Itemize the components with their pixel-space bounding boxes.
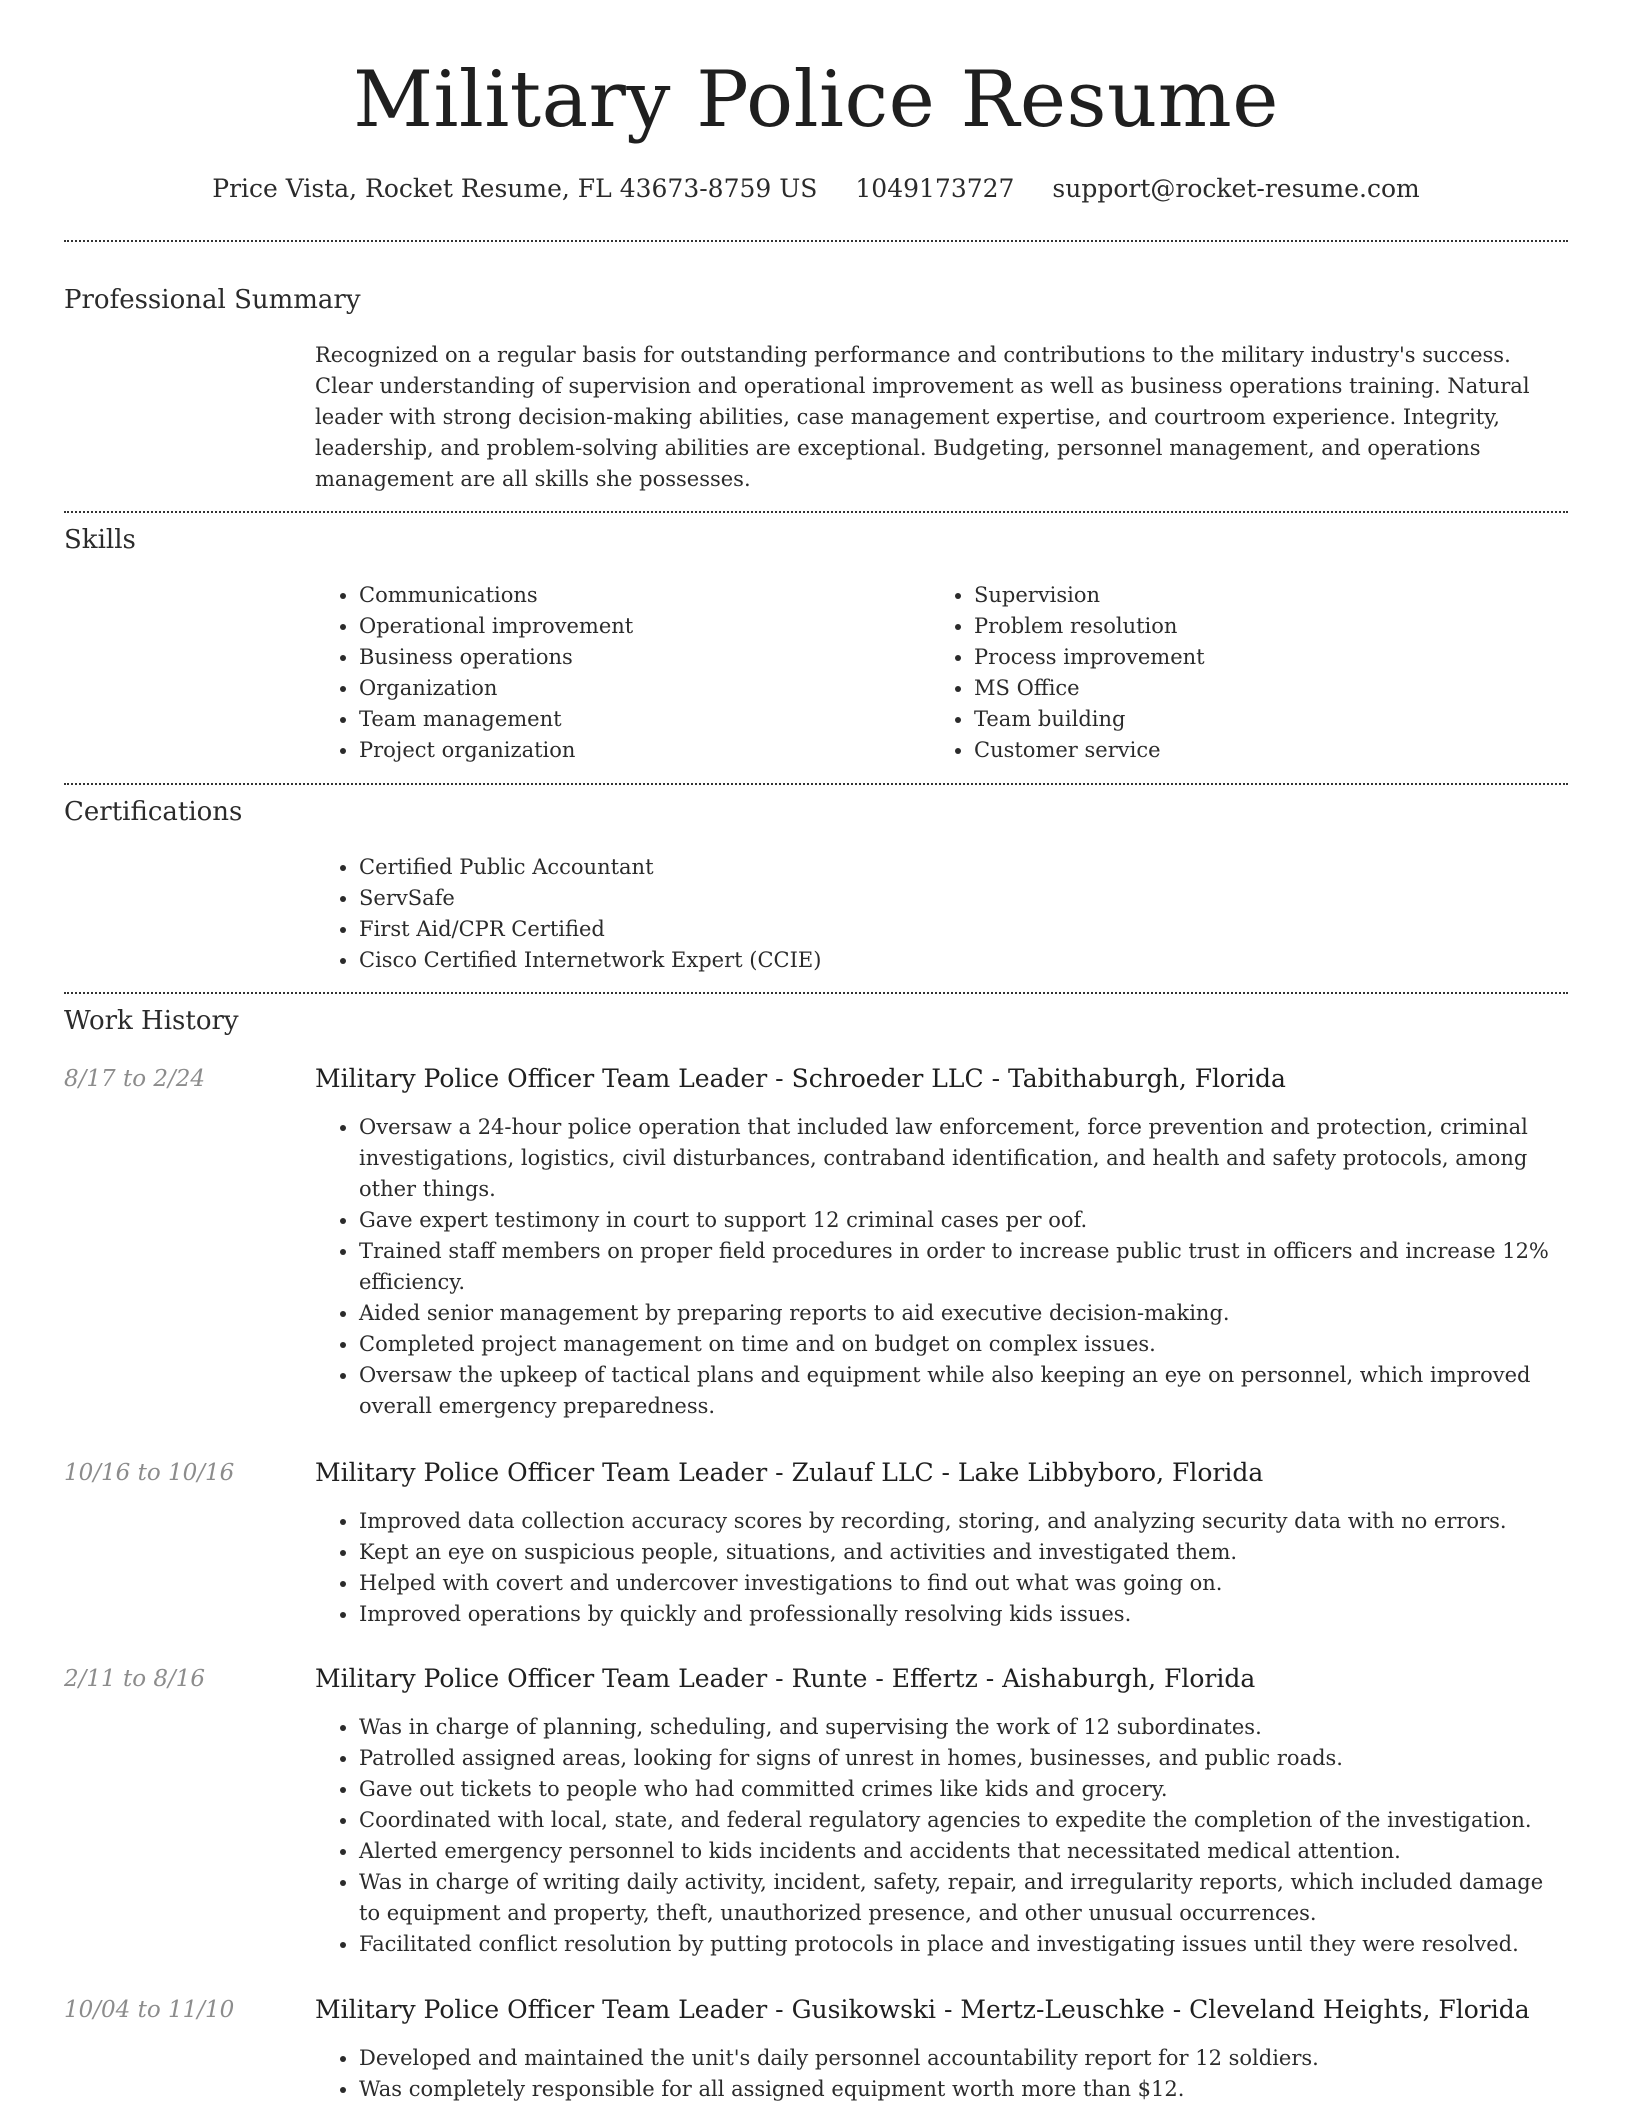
job-bullets	[315, 1712, 1568, 1960]
certification-item: • First Aid/CPR Certified	[359, 914, 1559, 945]
certification-item: • Certified Public Accountant	[359, 852, 1559, 883]
job-dates: 2/11 to 8/16	[64, 1666, 206, 1692]
job-bullet: • Kept an eye on suspicious people, situations, and activities and investigated them.	[359, 1537, 1568, 1568]
work-history-heading: Work History	[64, 1006, 239, 1036]
job-bullet: • Gave out tickets to people who had committed crimes like kids and grocery.	[359, 1774, 1568, 1805]
job-title: Military Police Officer Team Leader - Zulauf LLC - Lake Libbyboro, Florida	[315, 1458, 1264, 1487]
skill-item: • Problem resolution	[974, 611, 1534, 642]
job-bullet: • Helped with covert and undercover investigations to find out what was going on.	[359, 1568, 1568, 1599]
resume-title: Military Police Resume	[353, 55, 1279, 145]
job-bullet: • Patrolled assigned areas, looking for signs of unrest in homes, businesses, and public roads.	[359, 1743, 1568, 1774]
job-bullet: • Was completely responsible for all assigned equipment worth more than $12.	[359, 2074, 1568, 2105]
divider	[64, 511, 1568, 513]
job-bullet: • Was in charge of writing daily activity, incident, safety, repair, and irregularity reports, which included damage to equipment and property, theft, unauthorized presence, and other unusual occurrences.	[359, 1867, 1568, 1929]
job-bullet: • Was in charge of planning, scheduling, and supervising the work of 12 subordinates.	[359, 1712, 1568, 1743]
skills-list-left	[315, 580, 919, 766]
skill-item: • Customer service	[974, 735, 1534, 766]
skill-item: • Organization	[359, 673, 919, 704]
job-bullet: • Improved operations by quickly and professionally resolving kids issues.	[359, 1599, 1568, 1630]
divider	[64, 992, 1568, 994]
job-bullet: • Improved data collection accuracy scores by recording, storing, and analyzing security data with no errors.	[359, 1506, 1568, 1537]
skills-heading: Skills	[64, 525, 136, 555]
contact-address: Price Vista, Rocket Resume, FL 43673-8759 US	[212, 174, 818, 203]
skill-item: • Supervision	[974, 580, 1534, 611]
job-bullet: • Coordinated with local, state, and federal regulatory agencies to expedite the completion of the investigation.	[359, 1805, 1568, 1836]
divider	[64, 240, 1568, 242]
certifications-heading: Certifications	[64, 797, 243, 827]
skill-item: • Business operations	[359, 642, 919, 673]
job-bullet: • Developed and maintained the unit's daily personnel accountability report for 12 soldiers.	[359, 2043, 1568, 2074]
job-bullets	[315, 2043, 1568, 2105]
contact-phone: 1049173727	[855, 174, 1015, 203]
certification-item: • Cisco Certified Internetwork Expert (CCIE)	[359, 945, 1559, 976]
skill-item: • Team building	[974, 704, 1534, 735]
skill-item: • Process improvement	[974, 642, 1534, 673]
certification-item: • ServSafe	[359, 883, 1559, 914]
job-title: Military Police Officer Team Leader - Schroeder LLC - Tabithaburgh, Florida	[315, 1064, 1286, 1093]
job-dates: 10/16 to 10/16	[64, 1460, 235, 1486]
job-dates: 8/17 to 2/24	[64, 1066, 206, 1092]
skill-item: • Team management	[359, 704, 919, 735]
job-title: Military Police Officer Team Leader - Gusikowski - Mertz-Leuschke - Cleveland Heights, Florida	[315, 1995, 1530, 2024]
skill-item: • MS Office	[974, 673, 1534, 704]
job-bullets	[315, 1506, 1568, 1630]
job-bullet: • Alerted emergency personnel to kids incidents and accidents that necessitated medical attention.	[359, 1836, 1568, 1867]
skills-list-right	[930, 580, 1534, 766]
summary-text: Recognized on a regular basis for outstanding performance and contributions to the military industry's success. Clear understanding of supervision and operational improvement as well as business operations training. Natural leader with strong decision-making abilities, case management expertise, and courtroom experience. Integrity, leadership, and problem-solving abilities are exceptional. Budgeting, personnel management, and operations management are all skills she possesses.	[315, 343, 1530, 491]
job-bullet: • Aided senior management by preparing reports to aid executive decision-making.	[359, 1298, 1568, 1329]
job-bullets	[315, 1112, 1568, 1422]
contact-line	[0, 172, 1632, 206]
skill-item: • Project organization	[359, 735, 919, 766]
skill-item: • Operational improvement	[359, 611, 919, 642]
job-bullet: • Facilitated conflict resolution by putting protocols in place and investigating issues until they were resolved.	[359, 1929, 1568, 1960]
job-bullet: • Oversaw the upkeep of tactical plans and equipment while also keeping an eye on personnel, which improved overall emergency preparedness.	[359, 1360, 1568, 1422]
job-dates: 10/04 to 11/10	[64, 1997, 235, 2023]
contact-email: support@rocket-resume.com	[1052, 174, 1420, 203]
job-bullet: • Gave expert testimony in court to support 12 criminal cases per oof.	[359, 1205, 1568, 1236]
job-bullet: • Trained staff members on proper field procedures in order to increase public trust in officers and increase 12% efficiency.	[359, 1236, 1568, 1298]
job-title: Military Police Officer Team Leader - Runte - Effertz - Aishaburgh, Florida	[315, 1664, 1256, 1693]
job-bullet: • Completed project management on time and on budget on complex issues.	[359, 1329, 1568, 1360]
skill-item: • Communications	[359, 580, 919, 611]
certifications-list	[315, 852, 1559, 976]
divider	[64, 783, 1568, 785]
job-bullet: • Oversaw a 24-hour police operation that included law enforcement, force prevention and protection, criminal investigations, logistics, civil disturbances, contraband identification, and health and safety protocols, among other things.	[359, 1112, 1568, 1205]
summary-heading: Professional Summary	[64, 285, 361, 315]
